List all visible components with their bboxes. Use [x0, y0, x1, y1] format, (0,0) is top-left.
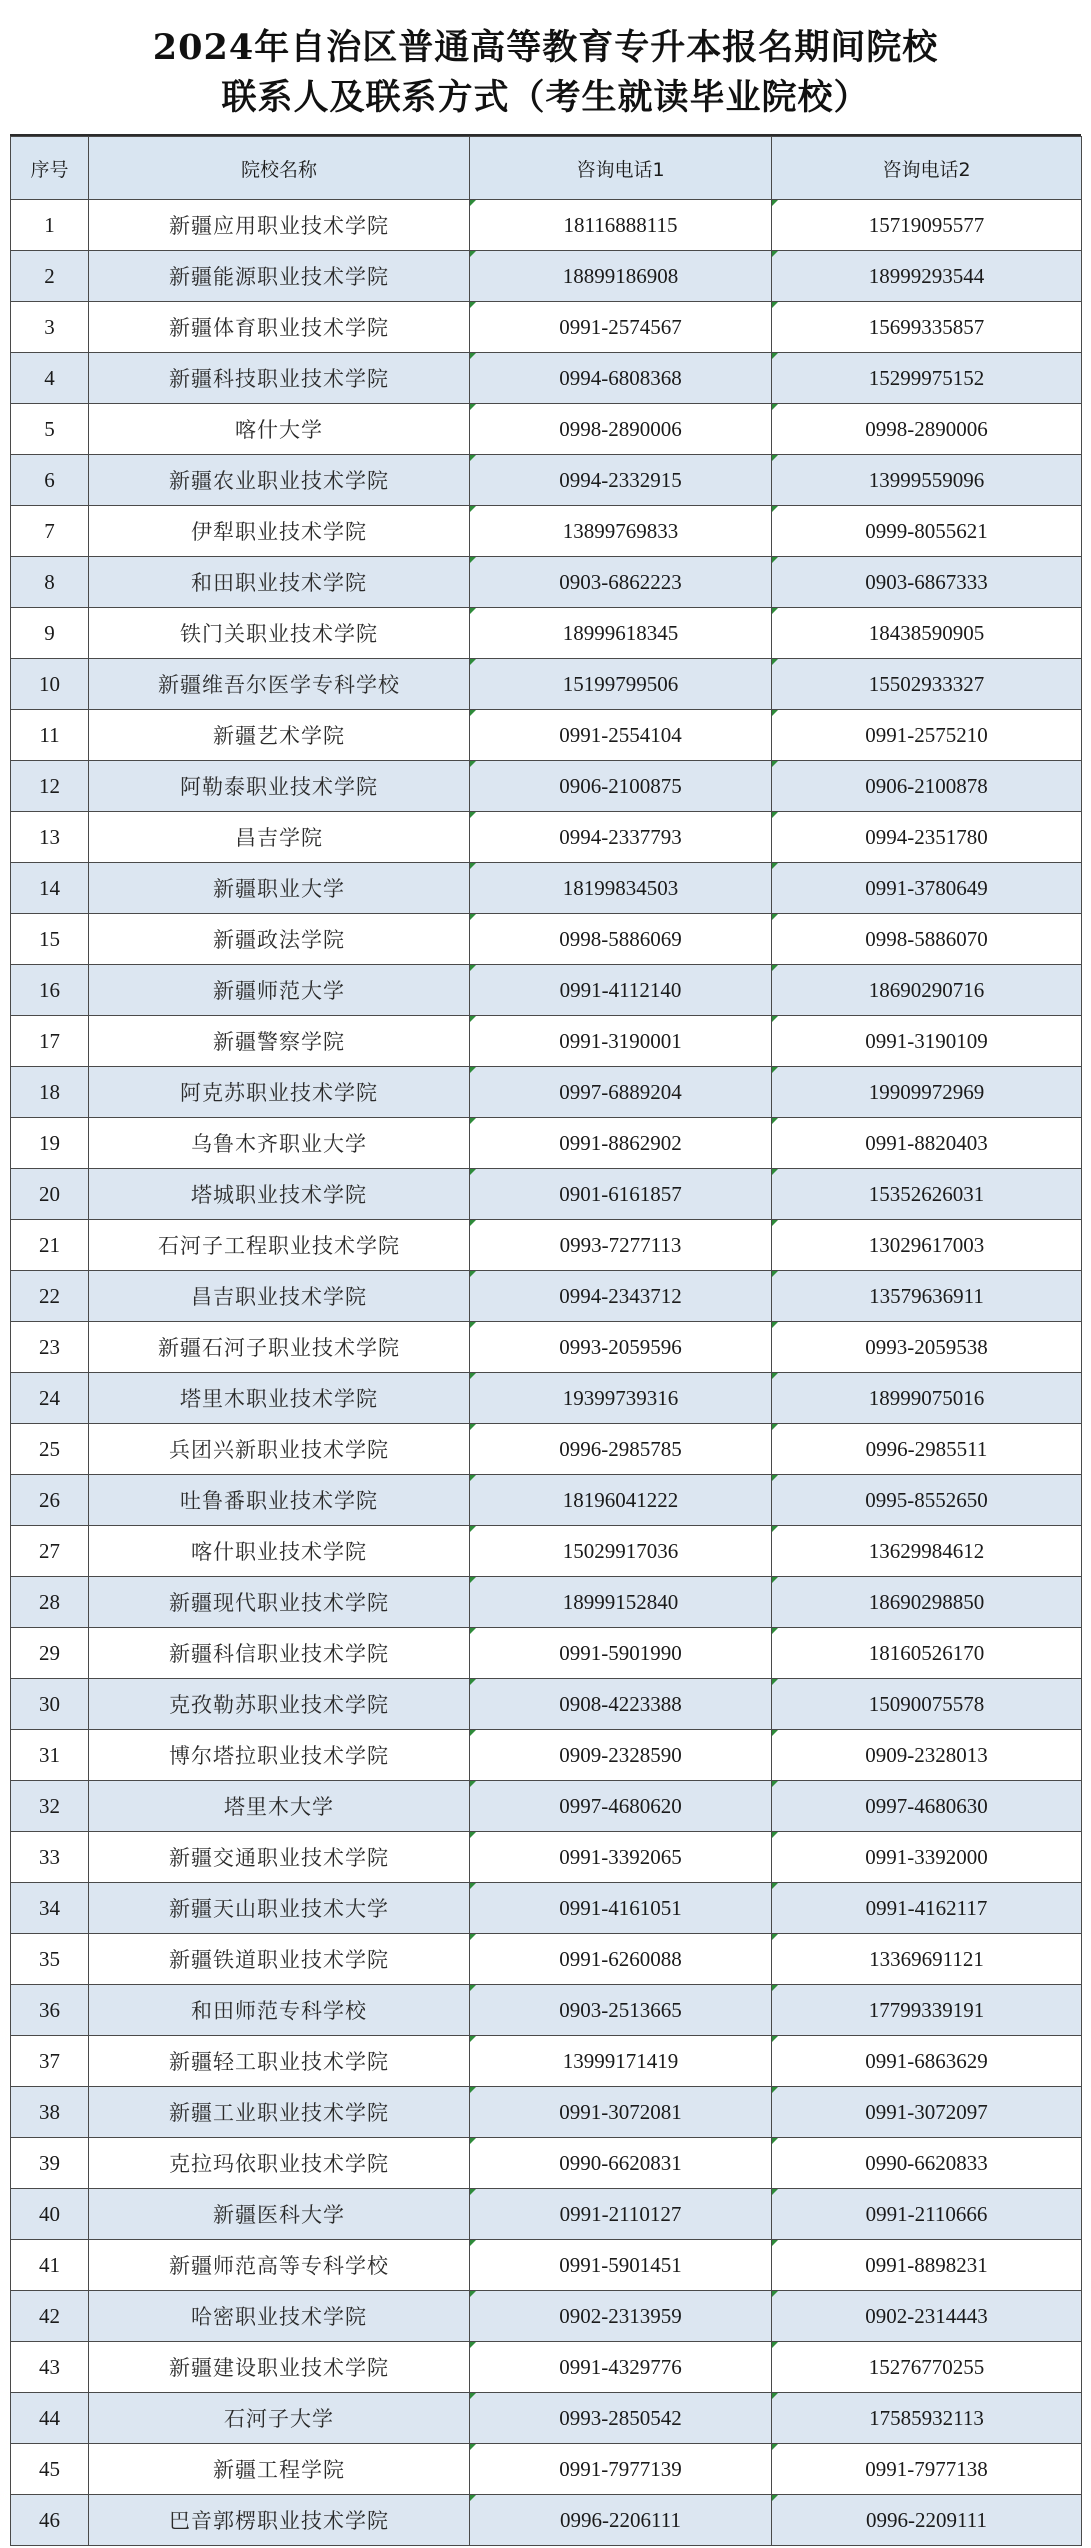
row-index: 1 — [11, 200, 89, 251]
table-row — [11, 2087, 1082, 2138]
phone-2: 13029617003 — [772, 1220, 1082, 1271]
school-name: 新疆科技职业技术学院 — [89, 353, 470, 404]
header-phone-1: 咨询电话1 — [470, 137, 772, 200]
school-name: 新疆工程学院 — [89, 2444, 470, 2495]
table-row — [11, 1526, 1082, 1577]
table-row — [11, 1781, 1082, 1832]
table-row — [11, 1271, 1082, 1322]
table-row — [11, 965, 1082, 1016]
row-index: 41 — [11, 2240, 89, 2291]
phone-2: 0998-2890006 — [772, 404, 1082, 455]
table-row — [11, 761, 1082, 812]
school-name: 昌吉学院 — [89, 812, 470, 863]
phone-1: 0909-2328590 — [470, 1730, 772, 1781]
school-name: 石河子工程职业技术学院 — [89, 1220, 470, 1271]
row-index: 31 — [11, 1730, 89, 1781]
row-index: 15 — [11, 914, 89, 965]
school-name: 克拉玛依职业技术学院 — [89, 2138, 470, 2189]
table-row — [11, 1577, 1082, 1628]
table-row — [11, 2495, 1082, 2546]
row-index: 18 — [11, 1067, 89, 1118]
row-index: 33 — [11, 1832, 89, 1883]
phone-2: 0998-5886070 — [772, 914, 1082, 965]
phone-1: 0998-5886069 — [470, 914, 772, 965]
row-index: 27 — [11, 1526, 89, 1577]
table-row — [11, 1475, 1082, 1526]
school-name: 新疆体育职业技术学院 — [89, 302, 470, 353]
table-row — [11, 2342, 1082, 2393]
table-row — [11, 863, 1082, 914]
table-row — [11, 557, 1082, 608]
phone-2: 15699335857 — [772, 302, 1082, 353]
phone-2: 0906-2100878 — [772, 761, 1082, 812]
row-index: 17 — [11, 1016, 89, 1067]
phone-2: 17799339191 — [772, 1985, 1082, 2036]
row-index: 45 — [11, 2444, 89, 2495]
phone-2: 0991-3780649 — [772, 863, 1082, 914]
row-index: 42 — [11, 2291, 89, 2342]
phone-2: 13369691121 — [772, 1934, 1082, 1985]
title-block — [10, 12, 1081, 136]
table-row — [11, 1220, 1082, 1271]
table-row — [11, 2291, 1082, 2342]
phone-2: 0991-2110666 — [772, 2189, 1082, 2240]
phone-1: 0991-4329776 — [470, 2342, 772, 2393]
row-index: 21 — [11, 1220, 89, 1271]
phone-1: 0994-2343712 — [470, 1271, 772, 1322]
phone-1: 0996-2985785 — [470, 1424, 772, 1475]
row-index: 10 — [11, 659, 89, 710]
row-index: 6 — [11, 455, 89, 506]
table-row — [11, 1832, 1082, 1883]
phone-1: 0908-4223388 — [470, 1679, 772, 1730]
table-row — [11, 1424, 1082, 1475]
header-phone-2: 咨询电话2 — [772, 137, 1082, 200]
row-index: 38 — [11, 2087, 89, 2138]
school-name: 新疆交通职业技术学院 — [89, 1832, 470, 1883]
phone-1: 19399739316 — [470, 1373, 772, 1424]
table-row — [11, 353, 1082, 404]
table-row — [11, 1118, 1082, 1169]
table-row — [11, 1016, 1082, 1067]
table-row — [11, 2444, 1082, 2495]
phone-2: 0991-3072097 — [772, 2087, 1082, 2138]
table-row — [11, 812, 1082, 863]
table-row — [11, 200, 1082, 251]
phone-1: 18116888115 — [470, 200, 772, 251]
phone-1: 0991-3072081 — [470, 2087, 772, 2138]
row-index: 39 — [11, 2138, 89, 2189]
document-page — [10, 12, 1081, 2546]
row-index: 13 — [11, 812, 89, 863]
phone-1: 0993-2850542 — [470, 2393, 772, 2444]
phone-2: 0991-7977138 — [772, 2444, 1082, 2495]
school-name: 塔里木大学 — [89, 1781, 470, 1832]
school-name: 新疆建设职业技术学院 — [89, 2342, 470, 2393]
school-name: 新疆石河子职业技术学院 — [89, 1322, 470, 1373]
row-index: 44 — [11, 2393, 89, 2444]
table-row — [11, 659, 1082, 710]
row-index: 7 — [11, 506, 89, 557]
school-name: 哈密职业技术学院 — [89, 2291, 470, 2342]
school-name: 伊犁职业技术学院 — [89, 506, 470, 557]
phone-1: 18196041222 — [470, 1475, 772, 1526]
school-name: 新疆师范大学 — [89, 965, 470, 1016]
phone-1: 0991-5901990 — [470, 1628, 772, 1679]
row-index: 24 — [11, 1373, 89, 1424]
phone-1: 0997-4680620 — [470, 1781, 772, 1832]
phone-1: 18199834503 — [470, 863, 772, 914]
school-name: 新疆科信职业技术学院 — [89, 1628, 470, 1679]
school-name: 塔城职业技术学院 — [89, 1169, 470, 1220]
phone-1: 0991-6260088 — [470, 1934, 772, 1985]
table-row — [11, 1985, 1082, 2036]
table-row — [11, 455, 1082, 506]
school-name: 新疆警察学院 — [89, 1016, 470, 1067]
row-index: 40 — [11, 2189, 89, 2240]
school-name: 新疆维吾尔医学专科学校 — [89, 659, 470, 710]
phone-2: 0996-2209111 — [772, 2495, 1082, 2546]
row-index: 14 — [11, 863, 89, 914]
phone-1: 0903-2513665 — [470, 1985, 772, 2036]
phone-2: 13999559096 — [772, 455, 1082, 506]
school-name: 新疆政法学院 — [89, 914, 470, 965]
school-name: 兵团兴新职业技术学院 — [89, 1424, 470, 1475]
row-index: 20 — [11, 1169, 89, 1220]
contacts-table — [10, 136, 1082, 2546]
phone-2: 0994-2351780 — [772, 812, 1082, 863]
table-row — [11, 1322, 1082, 1373]
table-row — [11, 506, 1082, 557]
phone-2: 0991-2575210 — [772, 710, 1082, 761]
school-name: 新疆师范高等专科学校 — [89, 2240, 470, 2291]
phone-2: 0903-6867333 — [772, 557, 1082, 608]
phone-1: 18899186908 — [470, 251, 772, 302]
phone-2: 15719095577 — [772, 200, 1082, 251]
row-index: 23 — [11, 1322, 89, 1373]
phone-2: 18999075016 — [772, 1373, 1082, 1424]
school-name: 塔里木职业技术学院 — [89, 1373, 470, 1424]
school-name: 新疆农业职业技术学院 — [89, 455, 470, 506]
phone-2: 0902-2314443 — [772, 2291, 1082, 2342]
school-name: 新疆职业大学 — [89, 863, 470, 914]
phone-1: 0993-2059596 — [470, 1322, 772, 1373]
phone-1: 18999152840 — [470, 1577, 772, 1628]
table-row — [11, 710, 1082, 761]
phone-2: 13579636911 — [772, 1271, 1082, 1322]
phone-2: 19909972969 — [772, 1067, 1082, 1118]
phone-1: 0994-2332915 — [470, 455, 772, 506]
school-name: 新疆工业职业技术学院 — [89, 2087, 470, 2138]
table-row — [11, 302, 1082, 353]
row-index: 9 — [11, 608, 89, 659]
phone-1: 0998-2890006 — [470, 404, 772, 455]
phone-1: 0902-2313959 — [470, 2291, 772, 2342]
school-name: 新疆天山职业技术大学 — [89, 1883, 470, 1934]
row-index: 25 — [11, 1424, 89, 1475]
row-index: 2 — [11, 251, 89, 302]
table-row — [11, 251, 1082, 302]
table-header — [11, 137, 1082, 200]
row-index: 5 — [11, 404, 89, 455]
school-name: 新疆能源职业技术学院 — [89, 251, 470, 302]
phone-1: 0991-5901451 — [470, 2240, 772, 2291]
row-index: 43 — [11, 2342, 89, 2393]
school-name: 新疆现代职业技术学院 — [89, 1577, 470, 1628]
phone-2: 15276770255 — [772, 2342, 1082, 2393]
phone-1: 0991-7977139 — [470, 2444, 772, 2495]
phone-2: 17585932113 — [772, 2393, 1082, 2444]
phone-1: 0991-2110127 — [470, 2189, 772, 2240]
phone-2: 0909-2328013 — [772, 1730, 1082, 1781]
phone-1: 0997-6889204 — [470, 1067, 772, 1118]
row-index: 35 — [11, 1934, 89, 1985]
school-name: 新疆医科大学 — [89, 2189, 470, 2240]
phone-2: 0990-6620833 — [772, 2138, 1082, 2189]
table-row — [11, 2393, 1082, 2444]
phone-1: 0903-6862223 — [470, 557, 772, 608]
phone-2: 15090075578 — [772, 1679, 1082, 1730]
table-row — [11, 1169, 1082, 1220]
table-row — [11, 1730, 1082, 1781]
table-row — [11, 2036, 1082, 2087]
school-name: 巴音郭楞职业技术学院 — [89, 2495, 470, 2546]
title-line-2: 联系人及联系方式（考生就读毕业院校） — [221, 77, 870, 118]
table-row — [11, 1373, 1082, 1424]
phone-1: 13999171419 — [470, 2036, 772, 2087]
table-body — [11, 200, 1082, 2546]
phone-1: 15029917036 — [470, 1526, 772, 1577]
row-index: 28 — [11, 1577, 89, 1628]
phone-2: 0996-2985511 — [772, 1424, 1082, 1475]
school-name: 喀什职业技术学院 — [89, 1526, 470, 1577]
row-index: 34 — [11, 1883, 89, 1934]
phone-2: 0991-4162117 — [772, 1883, 1082, 1934]
header-index: 序号 — [11, 137, 89, 200]
phone-2: 0995-8552650 — [772, 1475, 1082, 1526]
phone-2: 18690298850 — [772, 1577, 1082, 1628]
school-name: 喀什大学 — [89, 404, 470, 455]
phone-1: 13899769833 — [470, 506, 772, 557]
row-index: 3 — [11, 302, 89, 353]
phone-1: 0994-6808368 — [470, 353, 772, 404]
phone-1: 0991-4161051 — [470, 1883, 772, 1934]
phone-2: 18999293544 — [772, 251, 1082, 302]
table-row — [11, 914, 1082, 965]
school-name: 阿勒泰职业技术学院 — [89, 761, 470, 812]
row-index: 46 — [11, 2495, 89, 2546]
table-row — [11, 404, 1082, 455]
table-row — [11, 1883, 1082, 1934]
school-name: 石河子大学 — [89, 2393, 470, 2444]
phone-1: 0991-3190001 — [470, 1016, 772, 1067]
phone-1: 0991-2574567 — [470, 302, 772, 353]
phone-1: 0991-4112140 — [470, 965, 772, 1016]
phone-2: 18160526170 — [772, 1628, 1082, 1679]
school-name: 新疆铁道职业技术学院 — [89, 1934, 470, 1985]
table-row — [11, 2240, 1082, 2291]
phone-1: 0996-2206111 — [470, 2495, 772, 2546]
phone-2: 0991-3190109 — [772, 1016, 1082, 1067]
phone-2: 15352626031 — [772, 1169, 1082, 1220]
phone-2: 15502933327 — [772, 659, 1082, 710]
row-index: 37 — [11, 2036, 89, 2087]
phone-2: 18438590905 — [772, 608, 1082, 659]
phone-1: 0991-8862902 — [470, 1118, 772, 1169]
school-name: 新疆轻工职业技术学院 — [89, 2036, 470, 2087]
phone-1: 0993-7277113 — [470, 1220, 772, 1271]
phone-2: 0997-4680630 — [772, 1781, 1082, 1832]
phone-1: 15199799506 — [470, 659, 772, 710]
table-row — [11, 1679, 1082, 1730]
table-row — [11, 2189, 1082, 2240]
table-row — [11, 1934, 1082, 1985]
row-index: 11 — [11, 710, 89, 761]
school-name: 铁门关职业技术学院 — [89, 608, 470, 659]
row-index: 12 — [11, 761, 89, 812]
row-index: 36 — [11, 1985, 89, 2036]
phone-1: 0906-2100875 — [470, 761, 772, 812]
school-name: 新疆应用职业技术学院 — [89, 200, 470, 251]
phone-2: 18690290716 — [772, 965, 1082, 1016]
header-row — [11, 137, 1082, 200]
phone-2: 0991-3392000 — [772, 1832, 1082, 1883]
table-row — [11, 1628, 1082, 1679]
school-name: 乌鲁木齐职业大学 — [89, 1118, 470, 1169]
phone-1: 18999618345 — [470, 608, 772, 659]
phone-2: 13629984612 — [772, 1526, 1082, 1577]
school-name: 新疆艺术学院 — [89, 710, 470, 761]
phone-2: 0999-8055621 — [772, 506, 1082, 557]
phone-2: 0991-6863629 — [772, 2036, 1082, 2087]
phone-2: 0991-8820403 — [772, 1118, 1082, 1169]
school-name: 克孜勒苏职业技术学院 — [89, 1679, 470, 1730]
school-name: 昌吉职业技术学院 — [89, 1271, 470, 1322]
phone-1: 0901-6161857 — [470, 1169, 772, 1220]
row-index: 4 — [11, 353, 89, 404]
phone-1: 0994-2337793 — [470, 812, 772, 863]
phone-1: 0991-3392065 — [470, 1832, 772, 1883]
header-school-name: 院校名称 — [89, 137, 470, 200]
school-name: 和田职业技术学院 — [89, 557, 470, 608]
phone-1: 0990-6620831 — [470, 2138, 772, 2189]
row-index: 26 — [11, 1475, 89, 1526]
table-row — [11, 608, 1082, 659]
row-index: 16 — [11, 965, 89, 1016]
phone-2: 0993-2059538 — [772, 1322, 1082, 1373]
row-index: 19 — [11, 1118, 89, 1169]
row-index: 8 — [11, 557, 89, 608]
school-name: 博尔塔拉职业技术学院 — [89, 1730, 470, 1781]
row-index: 29 — [11, 1628, 89, 1679]
school-name: 吐鲁番职业技术学院 — [89, 1475, 470, 1526]
row-index: 30 — [11, 1679, 89, 1730]
phone-2: 0991-8898231 — [772, 2240, 1082, 2291]
row-index: 32 — [11, 1781, 89, 1832]
phone-1: 0991-2554104 — [470, 710, 772, 761]
table-row — [11, 2138, 1082, 2189]
title-line-1: 2024年自治区普通高等教育专升本报名期间院校 — [152, 27, 939, 68]
phone-2: 15299975152 — [772, 353, 1082, 404]
school-name: 阿克苏职业技术学院 — [89, 1067, 470, 1118]
row-index: 22 — [11, 1271, 89, 1322]
table-row — [11, 1067, 1082, 1118]
school-name: 和田师范专科学校 — [89, 1985, 470, 2036]
